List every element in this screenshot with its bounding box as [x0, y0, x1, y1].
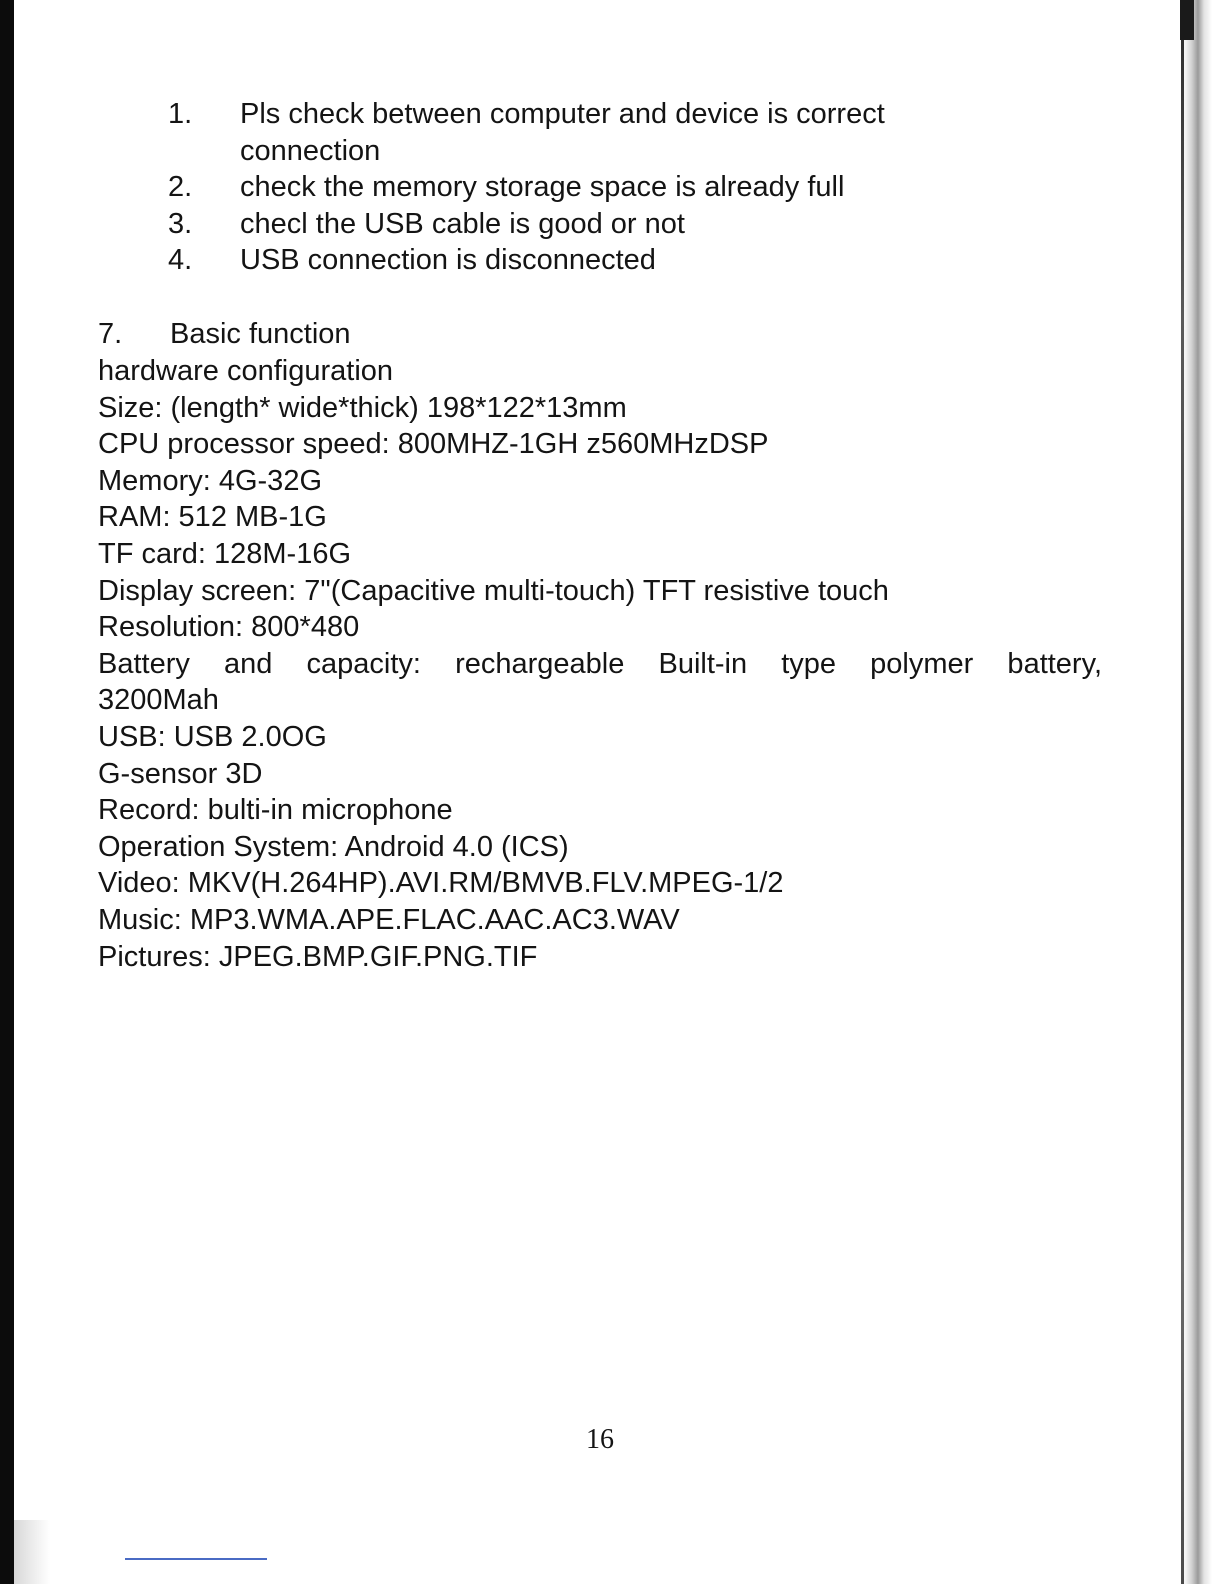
scan-right-edge-line [1181, 0, 1184, 1584]
list-item-text: check the memory storage space is already full [240, 171, 845, 203]
list-item-number: 3. [168, 207, 193, 240]
list-item [160, 96, 960, 169]
scan-left-edge [0, 0, 14, 1584]
spec-line: Memory: 4G-32G [98, 464, 322, 497]
spec-line: Pictures: JPEG.BMP.GIF.PNG.TIF [98, 940, 538, 973]
list-item-number: 4. [168, 244, 193, 276]
spec-line: Display screen: 7"(Capacitive multi-touch) TFT resistive touch [98, 574, 889, 607]
scan-right-edge-top [1180, 0, 1194, 40]
list-item-text: USB connection is disconnected [240, 244, 656, 276]
spec-line: Operation System: Android 4.0 (ICS) [98, 830, 569, 863]
list-item-text: checl the USB cable is good or not [240, 207, 685, 240]
scan-right-edge [1180, 0, 1224, 1584]
spec-line: CPU processor speed: 800MHZ-1GH z560MHzDSP [98, 428, 769, 461]
page-number: 16 [586, 1424, 614, 1455]
spec-battery-continued: 3200Mah [98, 684, 219, 717]
spec-line: USB: USB 2.0OG [98, 720, 327, 753]
section-heading [98, 316, 351, 352]
list-item [160, 169, 960, 206]
spec-list [98, 353, 1102, 975]
list-item-number: 2. [168, 171, 193, 203]
section-title: Basic function [170, 318, 351, 350]
spec-battery-line: Battery and capacity: rechargeable Built-in type polymer battery, [98, 647, 1102, 680]
list-item-number: 1. [168, 98, 193, 130]
troubleshooting-list [160, 96, 960, 279]
list-item-text: Pls check between computer and device is correct [240, 98, 885, 130]
spec-line: hardware configuration [98, 355, 394, 387]
spec-battery [98, 646, 1102, 719]
spec-line: RAM: 512 MB-1G [98, 501, 327, 534]
spec-line: G-sensor 3D [98, 757, 263, 790]
section-number: 7. [98, 318, 123, 350]
spec-line: Resolution: 800*480 [98, 611, 360, 644]
spec-line: Size: (length* wide*thick) 198*122*13mm [98, 391, 627, 424]
list-item [160, 242, 960, 279]
scan-corner-shadow [14, 1520, 50, 1584]
list-item-text-continued: connection [240, 134, 381, 167]
spec-line: Record: bulti-in microphone [98, 794, 453, 827]
scan-blue-mark [125, 1558, 267, 1560]
spec-line: Video: MKV(H.264HP).AVI.RM/BMVB.FLV.MPEG-1/2 [98, 867, 784, 900]
spec-line: Music: MP3.WMA.APE.FLAC.AAC.AC3.WAV [98, 903, 680, 936]
list-item [160, 206, 960, 243]
spec-line: TF card: 128M-16G [98, 537, 352, 570]
